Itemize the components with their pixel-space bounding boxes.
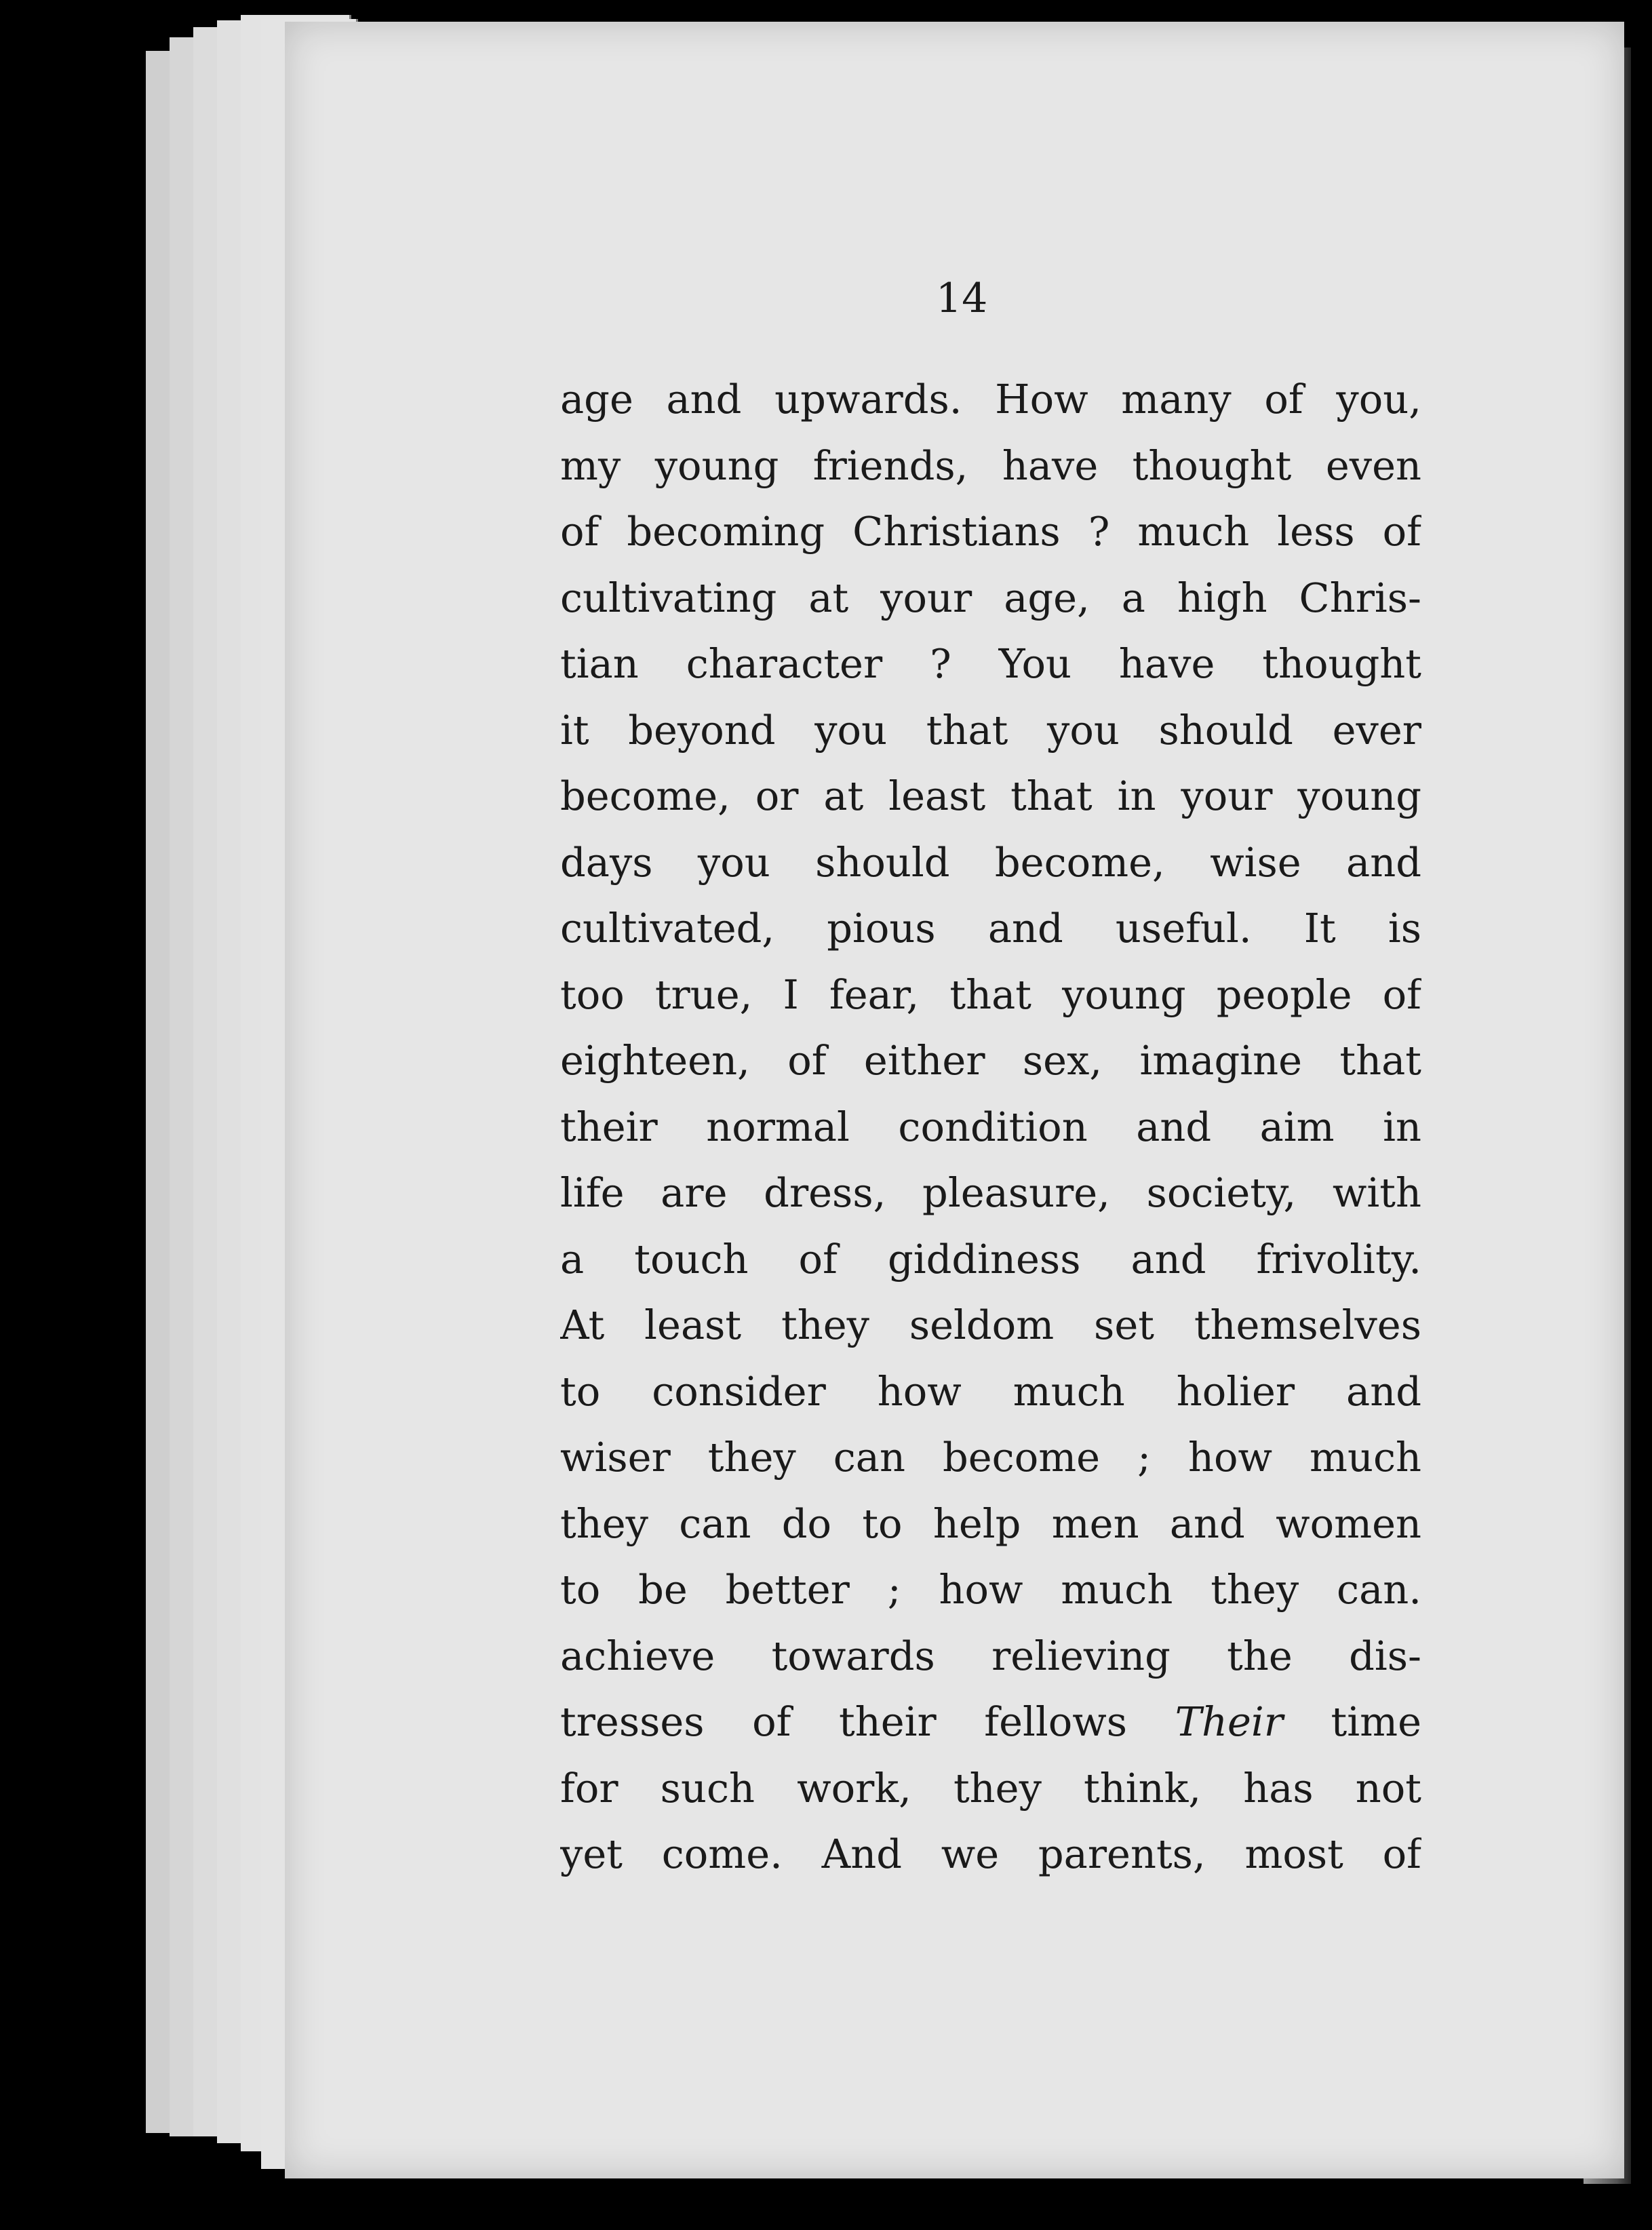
text-line: a touch of giddiness and frivolity. <box>560 1235 1421 1283</box>
text-line: age and upwards. How many of you, <box>560 376 1421 423</box>
text-line: life are dress, pleasure, society, with <box>560 1169 1421 1216</box>
text-line: become, or at least that in your young <box>560 772 1421 819</box>
text-line: achieve towards relieving the dis- <box>560 1632 1421 1679</box>
text-line: eighteen, of either sex, imagine that <box>560 1037 1421 1084</box>
text-line: my young friends, have thought even <box>560 442 1421 489</box>
text-segment: time <box>1331 1698 1421 1745</box>
text-line: to be better ; how much they can. <box>560 1566 1421 1613</box>
text-line: too true, I fear, that young people of <box>560 971 1421 1018</box>
text-line: tian character ? You have thought <box>560 640 1421 687</box>
text-line: cultivating at your age, a high Chris- <box>560 574 1421 621</box>
text-line: their normal condition and aim in <box>560 1103 1421 1150</box>
text-line: days you should become, wise and <box>560 838 1421 886</box>
text-line: cultivated, pious and useful. It is <box>560 905 1421 952</box>
text-segment: tresses of their fellows <box>560 1698 1128 1745</box>
text-line: wiser they can become ; how much <box>560 1434 1421 1481</box>
text-line: yet come. And we parents, most of <box>560 1831 1421 1877</box>
text-line <box>560 1689 1421 1755</box>
italic-word: Their <box>1175 1698 1283 1745</box>
text-line: it beyond you that you should ever <box>560 706 1421 754</box>
page-number: 14 <box>936 275 988 322</box>
text-line: for such work, they think, has not <box>560 1764 1421 1812</box>
body-text <box>560 366 1421 1887</box>
text-line: of becoming Christians ? much less of <box>560 508 1421 555</box>
text-line: to consider how much holier and <box>560 1367 1421 1415</box>
text-line: they can do to help men and women <box>560 1500 1421 1547</box>
text-line: At least they seldom set themselves <box>560 1302 1421 1348</box>
